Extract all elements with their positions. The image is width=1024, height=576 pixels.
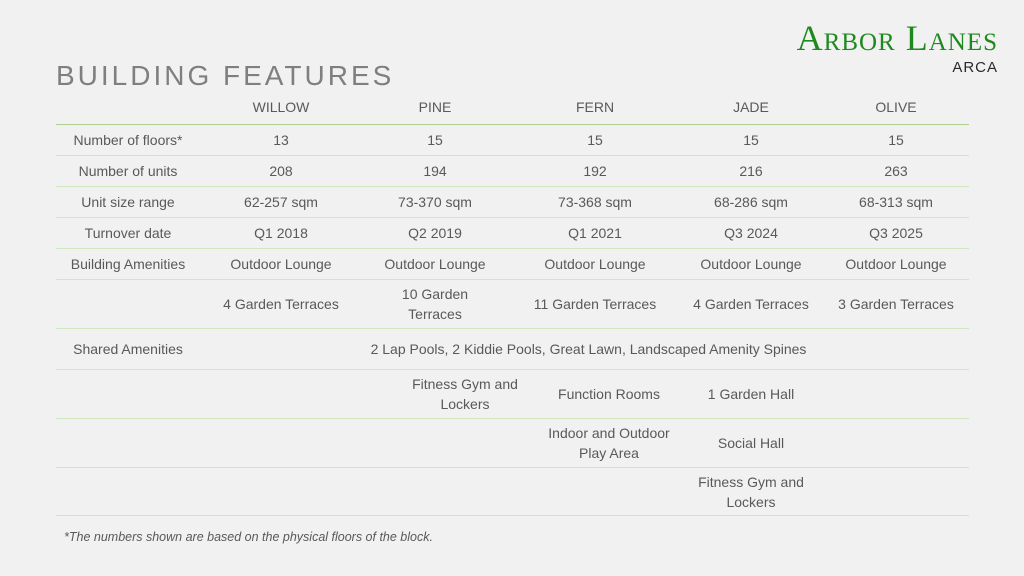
cell-units-jade: 216 — [739, 163, 763, 179]
cell-turnover-fern: Q1 2021 — [568, 225, 622, 241]
brand-logo — [797, 18, 998, 77]
row-divider — [56, 467, 969, 468]
cell-size-fern: 73-368 sqm — [558, 194, 632, 210]
cell-turnover-willow: Q1 2018 — [254, 225, 308, 241]
cell-floors-willow: 13 — [273, 132, 289, 148]
cell-floors-jade: 15 — [743, 132, 759, 148]
page-title: BUILDING FEATURES — [56, 60, 395, 91]
row-divider — [56, 515, 969, 516]
cell-extra1-jade: 1 Garden Hall — [707, 386, 795, 402]
cell-terraces-olive: 3 Garden Terraces — [838, 296, 954, 312]
cell-terraces-pine: 10 Garden Terraces — [401, 286, 469, 322]
cell-terraces-fern: 11 Garden Terraces — [533, 296, 657, 312]
row-label-size: Unit size range — [81, 194, 175, 210]
row-label-units: Number of units — [78, 163, 178, 179]
row-label-floors: Number of floors* — [73, 132, 183, 148]
column-header-fern: FERN — [575, 99, 615, 115]
cell-units-pine: 194 — [423, 163, 447, 179]
row-label-amenities: Building Amenities — [70, 256, 186, 272]
row-label-turnover: Turnover date — [84, 225, 172, 241]
row-divider — [56, 418, 969, 419]
cell-floors-olive: 15 — [888, 132, 904, 148]
cell-units-willow: 208 — [269, 163, 293, 179]
cell-amenities-pine: Outdoor Lounge — [384, 256, 486, 272]
cell-amenities-jade: Outdoor Lounge — [700, 256, 802, 272]
row-label-shared: Shared Amenities — [73, 341, 183, 357]
brand-subtitle: ARCA — [952, 59, 998, 76]
column-header-olive: OLIVE — [875, 99, 917, 115]
cell-floors-pine: 15 — [427, 132, 443, 148]
cell-extra2-fern: Indoor and Outdoor Play Area — [548, 425, 670, 461]
cell-amenities-willow: Outdoor Lounge — [230, 256, 332, 272]
column-header-jade: JADE — [733, 99, 769, 115]
cell-floors-fern: 15 — [587, 132, 603, 148]
cell-turnover-pine: Q2 2019 — [408, 225, 462, 241]
cell-units-fern: 192 — [583, 163, 607, 179]
column-header-pine: PINE — [418, 99, 452, 115]
cell-extra1-fern: Function Rooms — [558, 386, 660, 402]
cell-amenities-fern: Outdoor Lounge — [544, 256, 646, 272]
cell-size-pine: 73-370 sqm — [398, 194, 472, 210]
cell-units-olive: 263 — [884, 163, 908, 179]
cell-amenities-olive: Outdoor Lounge — [845, 256, 947, 272]
column-header-willow: WILLOW — [252, 99, 310, 115]
cell-terraces-jade: 4 Garden Terraces — [693, 296, 809, 312]
cell-extra1-pine: Fitness Gym and Lockers — [412, 376, 518, 412]
cell-size-olive: 68-313 sqm — [859, 194, 933, 210]
cell-size-willow: 62-257 sqm — [244, 194, 318, 210]
cell-terraces-willow: 4 Garden Terraces — [223, 296, 339, 312]
cell-turnover-olive: Q3 2025 — [869, 225, 923, 241]
cell-extra3-jade: Fitness Gym and Lockers — [698, 474, 804, 510]
brand-name: Arbor Lanes — [796, 18, 998, 58]
footnote: *The numbers shown are based on the physical floors of the block. — [64, 530, 433, 544]
cell-turnover-jade: Q3 2024 — [724, 225, 778, 241]
cell-shared-amenities: 2 Lap Pools, 2 Kiddie Pools, Great Lawn, Landscaped Amenity Spines — [370, 341, 807, 357]
cell-size-jade: 68-286 sqm — [714, 194, 788, 210]
cell-extra2-jade: Social Hall — [717, 435, 785, 451]
